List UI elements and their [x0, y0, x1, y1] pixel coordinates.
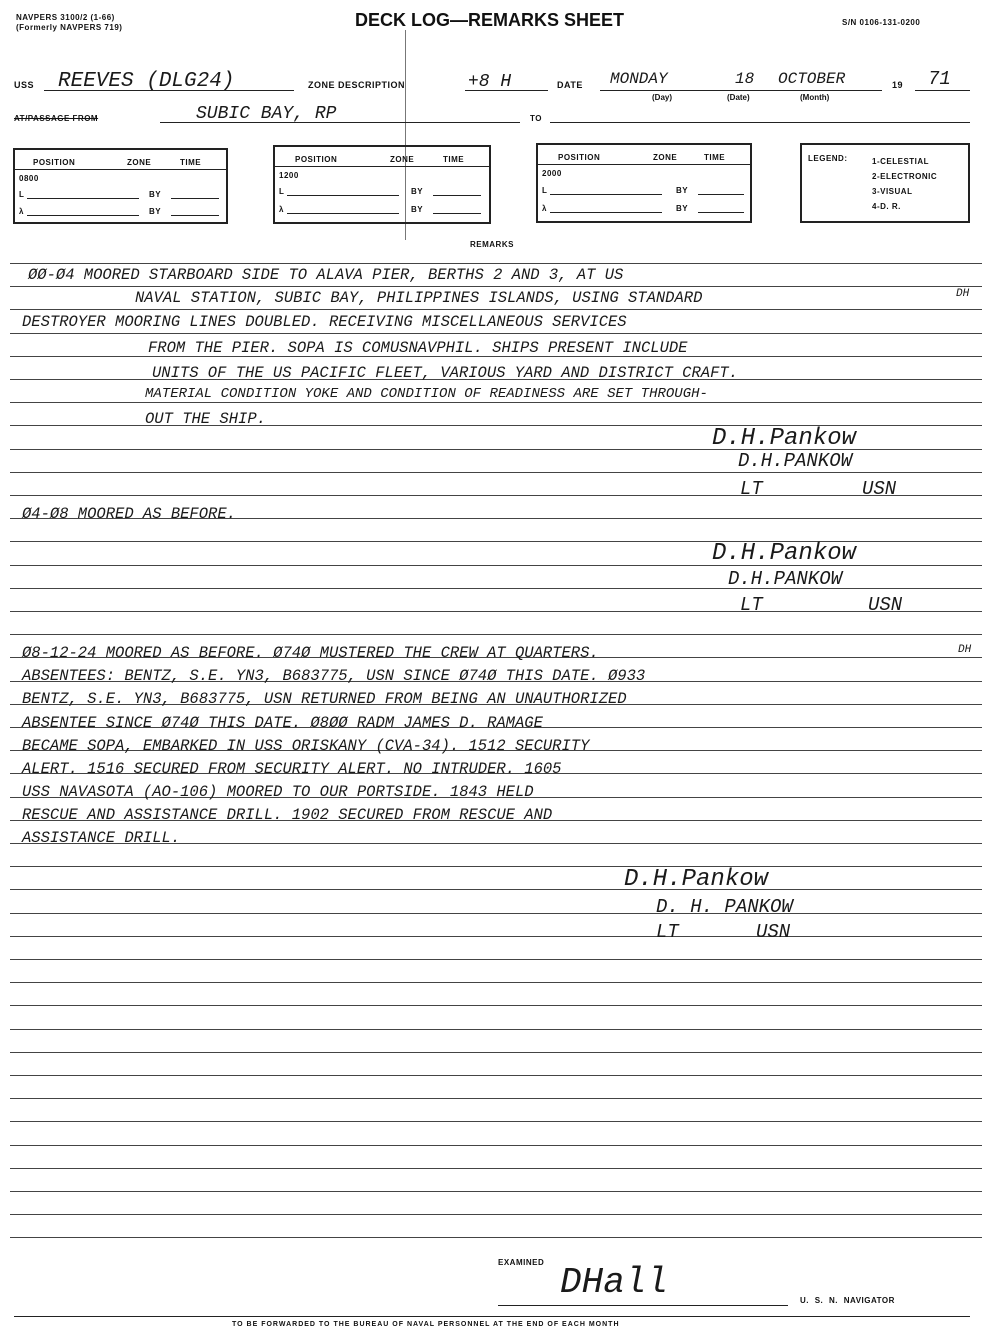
stock-number: S/N 0106-131-0200 [842, 18, 921, 27]
box-divider [275, 166, 489, 167]
form-number [16, 13, 122, 33]
entry-line: BECAME SOPA, EMBARKED IN USS ORISKANY (CVA-34). 1512 SECURITY [22, 737, 590, 755]
to-underline [550, 122, 970, 123]
position-header: POSITION [558, 153, 601, 162]
entry-line: ASSISTANCE DRILL. [22, 829, 181, 847]
longitude-label: λ [19, 207, 24, 216]
printed-name: D.H.PANKOW [738, 450, 853, 472]
entry-line: NAVAL STATION, SUBIC BAY, PHILIPPINES ISLANDS, USING STANDARD [135, 289, 703, 307]
entry-line: RESCUE AND ASSISTANCE DRILL. 1902 SECURED FROM RESCUE AND [22, 806, 553, 824]
entry-line: USS NAVASOTA (AO-106) MOORED TO OUR PORTSIDE. 1843 HELD [22, 783, 534, 801]
box-divider [15, 169, 226, 170]
by-field[interactable] [171, 215, 219, 216]
entry-line: MATERIAL CONDITION YOKE AND CONDITION OF READINESS ARE SET THROUGH- [145, 386, 708, 402]
form-formerly-text: (Formerly NAVPERS 719) [16, 23, 123, 32]
initials: DH [956, 288, 970, 300]
position-header: POSITION [33, 158, 76, 167]
to-label: TO [530, 114, 542, 123]
signature: D.H.Pankow [712, 540, 857, 567]
box-time[interactable]: 0800 [19, 174, 39, 183]
forward-note: TO BE FORWARDED TO THE BUREAU OF NAVAL PERSONNEL AT THE END OF EACH MONTH [232, 1321, 620, 1328]
legend-item: 3-VISUAL [872, 187, 913, 196]
examined-label: EXAMINED [498, 1258, 545, 1267]
remarks-label: REMARKS [470, 240, 514, 249]
entry-line: Ø8-12-24 MOORED AS BEFORE. Ø74Ø MUSTERED THE CREW AT QUARTERS. [22, 644, 599, 662]
by-label: BY [149, 190, 162, 199]
ruled-line [10, 1237, 982, 1238]
position-box-1200 [273, 145, 491, 224]
ruled-line [10, 913, 982, 914]
ruled-line [10, 1168, 982, 1169]
entry-line: ØØ-Ø4 MOORED STARBOARD SIDE TO ALAVA PIER, BERTHS 2 AND 3, AT US [28, 266, 624, 284]
ruled-line [10, 1191, 982, 1192]
entry-line: DESTROYER MOORING LINES DOUBLED. RECEIVING MISCELLANEOUS SERVICES [22, 313, 627, 331]
printed-name: D.H.PANKOW [728, 568, 843, 590]
uss-label: USS [14, 80, 35, 90]
printed-name: D. H. PANKOW [656, 896, 793, 918]
zone-underline [465, 90, 548, 91]
date-value[interactable]: 18 [735, 70, 755, 88]
entry-line: FROM THE PIER. SOPA IS COMUSNAVPHIL. SHIPS PRESENT INCLUDE [148, 339, 688, 357]
position-box-2000 [536, 143, 752, 223]
navigator-label: U. S. N. NAVIGATOR [800, 1296, 895, 1305]
ruled-line [10, 495, 982, 496]
longitude-field[interactable] [550, 212, 662, 213]
day-caption: (Day) [652, 93, 673, 102]
ruled-line [10, 982, 982, 983]
latitude-label: L [19, 190, 25, 199]
latitude-field[interactable] [550, 194, 662, 195]
latitude-label: L [279, 187, 285, 196]
longitude-field[interactable] [27, 215, 139, 216]
ruled-line [10, 1145, 982, 1146]
ruled-line [10, 936, 982, 937]
entry-line: OUT THE SHIP. [145, 410, 266, 428]
by-label: BY [411, 205, 424, 214]
year-underline [915, 90, 970, 91]
by-field[interactable] [698, 212, 744, 213]
service: USN [868, 594, 903, 616]
month-caption: (Month) [800, 93, 830, 102]
zone-header: ZONE [390, 155, 415, 164]
form-title: DECK LOG—REMARKS SHEET [355, 10, 625, 30]
by-field[interactable] [433, 195, 481, 196]
ruled-line [10, 611, 982, 612]
footer-rule [14, 1316, 970, 1317]
legend-list [872, 154, 937, 214]
passage-value[interactable]: SUBIC BAY, RP [196, 104, 337, 124]
ruled-line [10, 889, 982, 890]
legend-title: LEGEND: [808, 154, 848, 163]
longitude-field[interactable] [287, 213, 399, 214]
position-header: POSITION [295, 155, 338, 164]
date-caption: (Date) [727, 93, 750, 102]
time-header: TIME [704, 153, 726, 162]
by-label: BY [676, 186, 689, 195]
ruled-line [10, 333, 982, 334]
ruled-line [10, 402, 982, 403]
latitude-label: L [542, 186, 548, 195]
signature: D.H.Pankow [712, 425, 857, 452]
ruled-line [10, 1098, 982, 1099]
legend-item: 1-CELESTIAL [872, 157, 930, 166]
ruled-line [10, 1052, 982, 1053]
zone-label: ZONE DESCRIPTION [308, 80, 406, 90]
year-prefix: 19 [892, 80, 904, 90]
year-value[interactable]: 71 [928, 68, 951, 90]
by-field[interactable] [698, 194, 744, 195]
position-box-0800 [13, 148, 228, 224]
ruled-line [10, 1005, 982, 1006]
legend-item: 2-ELECTRONIC [872, 172, 938, 181]
longitude-label: λ [542, 204, 547, 213]
rank: LT [740, 478, 763, 500]
by-label: BY [411, 187, 424, 196]
entry-line: ALERT. 1516 SECURED FROM SECURITY ALERT. NO INTRUDER. 1605 [22, 760, 562, 778]
service: USN [862, 478, 897, 500]
rank: LT [656, 921, 679, 943]
box-divider [538, 164, 750, 165]
form-number-text: NAVPERS 3100/2 (1-66) [16, 13, 115, 22]
day-value[interactable]: MONDAY [610, 70, 668, 88]
legend-box [800, 143, 970, 223]
passage-label: AT/PASSAGE FROM [14, 114, 99, 123]
latitude-field[interactable] [287, 195, 399, 196]
uss-underline [44, 90, 294, 91]
ruled-line [10, 309, 982, 310]
box-time[interactable]: 2000 [542, 169, 562, 178]
by-field[interactable] [171, 198, 219, 199]
by-label: BY [149, 207, 162, 216]
latitude-field[interactable] [27, 198, 139, 199]
entry-line: BENTZ, S.E. YN3, B683775, USN RETURNED FROM BEING AN UNAUTHORIZED [22, 690, 627, 708]
date-underline [600, 90, 882, 91]
ruled-line [10, 286, 982, 287]
service: USN [756, 921, 791, 943]
initials: DH [958, 644, 972, 656]
longitude-label: λ [279, 205, 284, 214]
entry-line: UNITS OF THE US PACIFIC FLEET, VARIOUS YARD AND DISTRICT CRAFT. [152, 364, 738, 382]
examined-underline [498, 1305, 788, 1306]
time-header: TIME [180, 158, 202, 167]
ruled-line [10, 1075, 982, 1076]
ruled-line [10, 866, 982, 867]
by-label: BY [676, 204, 689, 213]
rank: LT [740, 594, 763, 616]
legend-item: 4-D. R. [872, 202, 901, 211]
ruled-line [10, 1121, 982, 1122]
ruled-line [10, 1214, 982, 1215]
zone-value[interactable]: +8 H [468, 72, 512, 92]
month-value[interactable]: OCTOBER [778, 70, 846, 88]
ruled-line [10, 959, 982, 960]
signature: D.H.Pankow [624, 866, 769, 893]
box-time[interactable]: 1200 [279, 171, 299, 180]
ruled-line [10, 634, 982, 635]
time-header: TIME [443, 155, 465, 164]
date-label: DATE [557, 80, 583, 90]
zone-header: ZONE [127, 158, 152, 167]
entry-line: ABSENTEES: BENTZ, S.E. YN3, B683775, USN SINCE Ø74Ø THIS DATE. Ø933 [22, 667, 646, 685]
entry-line: ABSENTEE SINCE Ø74Ø THIS DATE. Ø8ØØ RADM JAMES D. RAMAGE [22, 714, 543, 732]
zone-header: ZONE [653, 153, 678, 162]
ruled-line [10, 1029, 982, 1030]
navigator-signature[interactable]: DHall [560, 1262, 669, 1303]
ruled-line [10, 263, 982, 264]
entry-line: Ø4-Ø8 MOORED AS BEFORE. [22, 505, 236, 523]
passage-underline [160, 122, 520, 123]
uss-value[interactable]: REEVES (DLG24) [58, 70, 235, 93]
by-field[interactable] [433, 213, 481, 214]
